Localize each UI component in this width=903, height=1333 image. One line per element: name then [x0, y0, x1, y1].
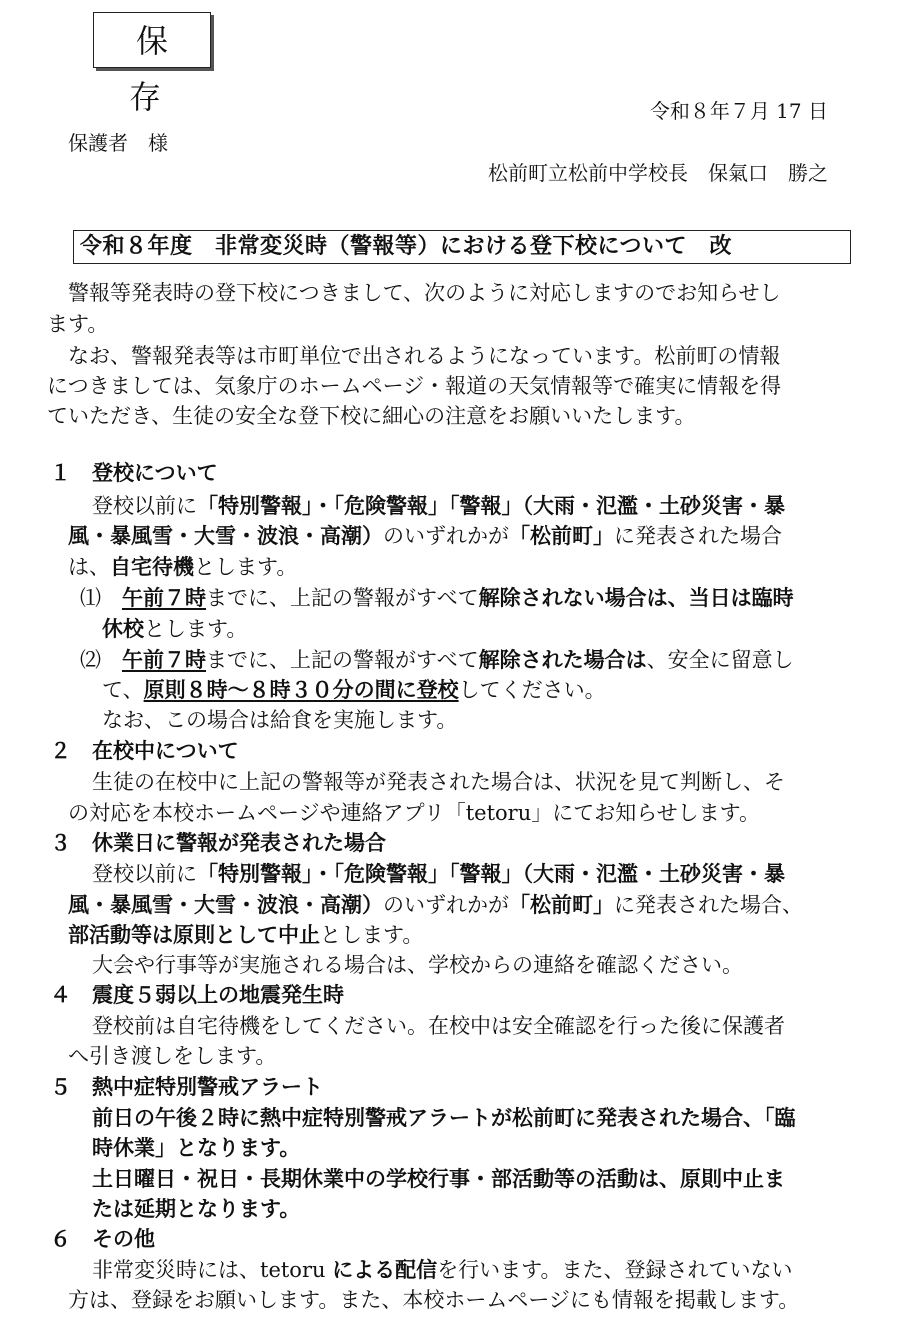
s2-line-1: 生徒の在校中に上記の警報等が発表された場合は、状況を見て判断し、そ — [92, 770, 785, 794]
s4-line-1: 登校前は自宅待機をしてください。在校中は安全確認を行った後に保護者 — [92, 1014, 785, 1038]
intro-line-5: ていただき、生徒の安全な登下校に細心の注意をお願いいたします。 — [47, 404, 696, 428]
s4-line-2: へ引き渡しをします。 — [68, 1044, 277, 1068]
intro-line-2: ます。 — [47, 312, 109, 336]
s3-line-4: 大会や行事等が実施される場合は、学校からの連絡を確認ください。 — [92, 953, 743, 977]
sender: 松前町立松前中学校長 保氣口 勝之 — [488, 161, 828, 185]
section-3-heading: ３ 休業日に警報が発表された場合 — [50, 831, 386, 855]
preserve-stamp: 保 存 — [93, 12, 211, 68]
document-date: 令和８年７月 17 日 — [649, 99, 828, 123]
s1-item-1-cont: 休校とします。 — [102, 617, 248, 641]
section-5-heading: ５ 熱中症特別警戒アラート — [50, 1075, 323, 1099]
s5-line-3: 土日曜日・祝日・長期休業中の学校行事・部活動等の活動は、原則中止ま — [92, 1167, 785, 1191]
s5-line-1: 前日の午後２時に熱中症特別警戒アラートが松前町に発表された場合、「臨 — [92, 1106, 796, 1130]
intro-line-4: につきましては、気象庁のホームページ・報道の天気情報等で確実に情報を得 — [47, 374, 782, 398]
s1-item-2-note: なお、この場合は給食を実施します。 — [102, 708, 458, 732]
s2-line-2: の対応を本校ホームページや連絡アプリ「tetoru」にてお知らせします。 — [68, 801, 760, 825]
s6-line-2: 方は、登録をお願いします。また、本校ホームページにも情報を掲載します。 — [68, 1288, 800, 1312]
s1-line-3: は、自宅待機とします。 — [68, 555, 298, 579]
addressee: 保護者 様 — [68, 131, 168, 155]
s3-line-3: 部活動等は原則として中止とします。 — [68, 923, 424, 947]
s3-line-1: 登校以前に「特別警報」・「危険警報」「警報」（大雨・氾濫・土砂災害・暴 — [92, 862, 785, 886]
section-2-heading: ２ 在校中について — [50, 739, 239, 763]
s3-line-2: 風・暴風雪・大雪・波浪・高潮）のいずれかが「松前町」に発表された場合、 — [68, 893, 803, 917]
s6-line-1: 非常変災時には、tetoru による配信を行います。また、登録されていない — [92, 1258, 793, 1282]
intro-line-1: 警報等発表時の登下校につきまして、次のように対応しますのでお知らせし — [68, 281, 781, 305]
section-1-heading: １ 登校について — [50, 461, 218, 485]
s1-item-1: ⑴ 午前７時までに、上記の警報がすべて解除されない場合は、当日は臨時 — [80, 586, 794, 610]
s5-line-4: たは延期となります。 — [92, 1197, 301, 1221]
s1-line-1: 登校以前に「特別警報」・「危険警報」「警報」（大雨・氾濫・土砂災害・暴 — [92, 494, 785, 518]
s1-item-2-cont: て、原則８時～８時３０分の間に登校してください。 — [102, 678, 606, 702]
s5-line-2: 時休業」となります。 — [92, 1136, 301, 1160]
section-4-heading: ４ 震度５弱以上の地震発生時 — [50, 983, 344, 1007]
section-6-heading: ６ その他 — [50, 1227, 155, 1251]
intro-line-3: なお、警報発表等は市町単位で出されるようになっています。松前町の情報 — [68, 344, 781, 368]
s1-item-2: ⑵ 午前７時までに、上記の警報がすべて解除された場合は、安全に留意し — [80, 648, 794, 672]
s1-line-2: 風・暴風雪・大雪・波浪・高潮）のいずれかが「松前町」に発表された場合 — [68, 524, 782, 548]
document-title: 令和８年度 非常変災時（警報等）における登下校について 改 — [73, 230, 851, 264]
